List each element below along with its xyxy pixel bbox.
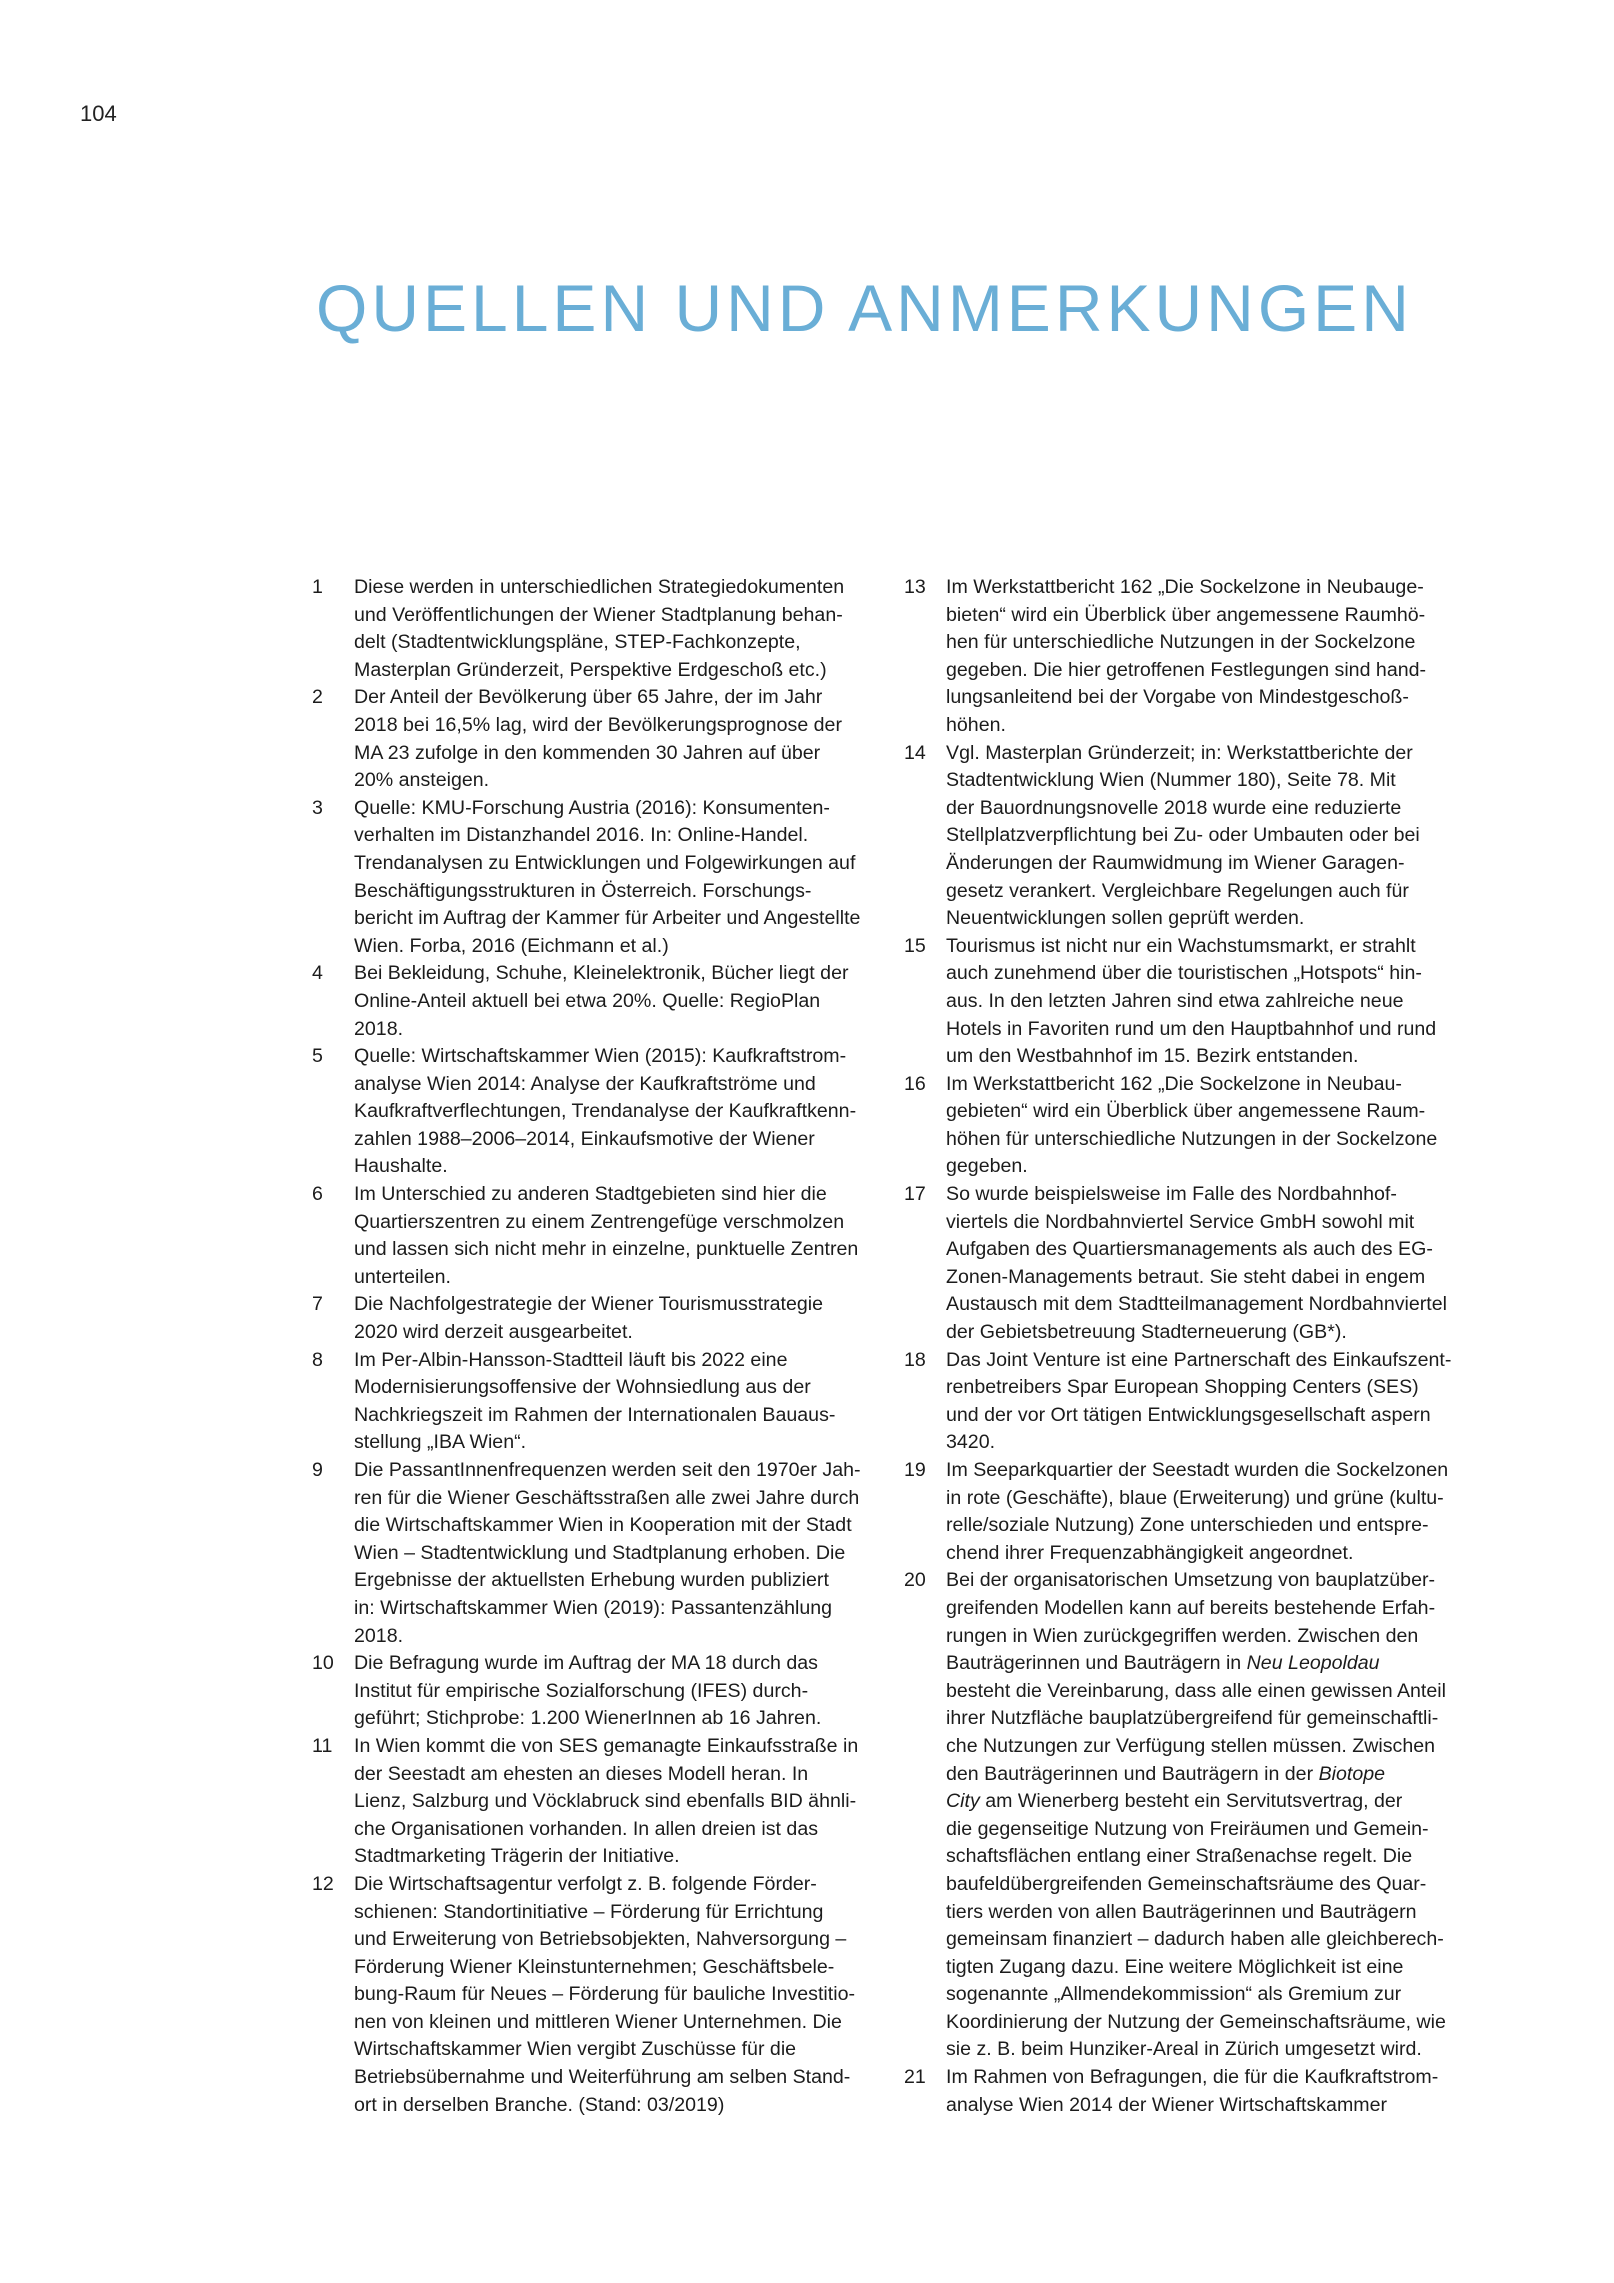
footnote-line: Betriebsübernahme und Weiterführung am selben Stand-	[354, 2066, 851, 2089]
footnote-line: Die Befragung wurde im Auftrag der MA 18 durch das	[354, 1652, 818, 1675]
footnote-11	[312, 1733, 859, 1871]
footnote-line: Neuentwicklungen sollen geprüft werden.	[946, 907, 1305, 930]
footnote-line: 20% ansteigen.	[354, 769, 490, 792]
footnote-number: 20	[904, 1569, 926, 1592]
footnote-number: 2	[312, 686, 323, 709]
footnote-number: 21	[904, 2066, 926, 2089]
footnote-15	[904, 933, 1448, 1071]
footnote-6	[312, 1181, 859, 1291]
footnote-line: sogenannte „Allmendekommission“ als Gremium zur	[946, 1983, 1402, 2006]
footnote-9	[312, 1457, 861, 1650]
footnote-line: Koordinierung der Nutzung der Gemeinschaftsräume, wie	[946, 2010, 1446, 2033]
footnote-number: 18	[904, 1348, 926, 1371]
footnote-line: tiers werden von allen Bauträgerinnen und Bauträgern	[946, 1900, 1417, 1923]
footnote-line: um den Westbahnhof im 15. Bezirk entstanden.	[946, 1045, 1359, 1068]
footnote-line: che Organisationen vorhanden. In allen dreien ist das	[354, 1817, 819, 1840]
footnote-text	[354, 1347, 856, 1457]
footnote-line: und lassen sich nicht mehr in einzelne, punktuelle Zentren	[354, 1238, 859, 1261]
footnote-line: analyse Wien 2014: Analyse der Kaufkraftströme und	[354, 1072, 816, 1095]
footnote-19	[904, 1457, 1448, 1567]
footnote-line: verhalten im Distanzhandel 2016. In: Online-Handel.	[354, 824, 809, 847]
footnote-number: 12	[312, 1872, 334, 1895]
footnote-line: chend ihrer Frequenzabhängigkeit angeordnet.	[946, 1541, 1354, 1564]
footnote-line: relle/soziale Nutzung) Zone unterschieden und entspre-	[946, 1514, 1429, 1537]
footnote-number: 6	[312, 1183, 323, 1206]
footnote-line: MA 23 zufolge in den kommenden 30 Jahren auf über	[354, 741, 821, 764]
footnote-line: Ergebnisse der aktuellsten Erhebung wurden publiziert	[354, 1569, 829, 1592]
footnote-10	[312, 1650, 856, 1733]
footnote-line: lungsanleitend bei der Vorgabe von Mindestgeschoß-	[946, 686, 1409, 709]
footnote-line: den Bauträgerinnen und Bauträgern in der Biotope	[946, 1762, 1386, 1785]
footnote-text	[946, 1457, 1448, 1567]
footnote-line: bericht im Auftrag der Kammer für Arbeiter und Angestellte	[354, 907, 861, 930]
footnote-line: tigten Zugang dazu. Eine weitere Möglichkeit ist eine	[946, 1955, 1404, 1978]
footnote-line: Der Anteil der Bevölkerung über 65 Jahre, der im Jahr	[354, 686, 823, 709]
footnote-line: che Nutzungen zur Verfügung stellen müssen. Zwischen	[946, 1734, 1436, 1757]
footnote-line: analyse Wien 2014 der Wiener Wirtschaftskammer	[946, 2093, 1388, 2116]
footnote-line: Lienz, Salzburg und Vöcklabruck sind ebenfalls BID ähnli-	[354, 1790, 857, 1813]
footnote-number: 17	[904, 1183, 926, 1206]
footnote-14	[904, 740, 1448, 933]
footnote-4	[312, 960, 856, 1043]
footnote-line: Änderungen der Raumwidmung im Wiener Garagen-	[946, 851, 1405, 874]
footnote-line: gegeben.	[946, 1155, 1028, 1178]
footnote-number: 4	[312, 962, 323, 985]
footnote-text	[354, 1291, 856, 1346]
footnote-line: Beschäftigungsstrukturen in Österreich. Forschungs-	[354, 879, 812, 902]
footnote-line: renbetreibers Spar European Shopping Centers (SES)	[946, 1376, 1419, 1399]
footnote-line: besteht die Vereinbarung, dass alle einen gewissen Anteil	[946, 1679, 1446, 1702]
footnote-line: Stellplatzverpflichtung bei Zu- oder Umbauten oder bei	[946, 824, 1420, 847]
footnote-line: die Wirtschaftskammer Wien in Kooperation mit der Stadt	[354, 1514, 852, 1537]
footnote-line: aus. In den letzten Jahren sind etwa zahlreiche neue	[946, 989, 1404, 1012]
footnote-line: Bei der organisatorischen Umsetzung von bauplatzüber-	[946, 1569, 1436, 1592]
footnote-line: Die PassantInnenfrequenzen werden seit den 1970er Jah-	[354, 1459, 861, 1481]
notes-column-right	[904, 574, 1452, 2119]
footnote-text	[354, 1733, 859, 1871]
footnote-text	[946, 574, 1448, 740]
footnote-text	[946, 1181, 1448, 1347]
footnote-text	[354, 1457, 861, 1650]
footnote-line: In Wien kommt die von SES gemanagte Einkaufsstraße in	[354, 1734, 859, 1757]
footnote-line	[946, 1788, 1448, 1816]
footnote-line: Die Wirtschaftsagentur verfolgt z. B. folgende Förder-	[354, 1872, 817, 1895]
footnote-text	[354, 1871, 856, 2119]
footnote-17	[904, 1181, 1448, 1347]
footnote-line: geführt; Stichprobe: 1.200 WienerInnen ab 16 Jahren.	[354, 1707, 822, 1730]
footnote-line: Das Joint Venture ist eine Partnerschaft des Einkaufszent-	[946, 1348, 1452, 1371]
footnote-line: Quartierszentren zu einem Zentrengefüge verschmolzen	[354, 1210, 845, 1233]
footnote-text	[354, 1181, 859, 1291]
footnote-line: stellung „IBA Wien“.	[354, 1431, 527, 1454]
footnote-18	[904, 1347, 1452, 1457]
footnote-line: gesetz verankert. Vergleichbare Regelungen auch für	[946, 879, 1409, 902]
footnote-line: Im Unterschied zu anderen Stadtgebieten sind hier die	[354, 1183, 827, 1206]
footnote-line: schienen: Standortinitiative – Förderung für Errichtung	[354, 1900, 824, 1923]
footnote-text	[946, 2064, 1448, 2119]
footnote-line: rungen in Wien zurückgegriffen werden. Zwischen den	[946, 1624, 1419, 1647]
footnote-line: Nachkriegszeit im Rahmen der Internationalen Bauaus-	[354, 1403, 836, 1426]
footnote-line: Im Werkstattbericht 162 „Die Sockelzone in Neubau-	[946, 1072, 1402, 1095]
footnote-line: Quelle: KMU-Forschung Austria (2016): Konsumenten-	[354, 796, 830, 819]
footnote-line: gemeinsam finanziert – dadurch haben alle gleichberech-	[946, 1928, 1444, 1951]
footnote-8	[312, 1347, 856, 1457]
footnote-line: und der vor Ort tätigen Entwicklungsgesellschaft aspern	[946, 1403, 1431, 1426]
footnote-line: Austausch mit dem Stadtteilmanagement Nordbahnviertel	[946, 1293, 1447, 1316]
footnote-line: der Bauordnungsnovelle 2018 wurde eine reduzierte	[946, 796, 1402, 819]
footnote-5	[312, 1043, 856, 1181]
italic-term: City	[946, 1790, 980, 1813]
footnote-text	[354, 960, 856, 1043]
footnote-number: 5	[312, 1045, 323, 1068]
footnote-line: nen von kleinen und mittleren Wiener Unternehmen. Die	[354, 2010, 842, 2033]
notes-column-left	[312, 574, 861, 2119]
footnote-16	[904, 1071, 1448, 1181]
footnote-line: Haushalte.	[354, 1155, 448, 1178]
footnote-line: Wien – Stadtentwicklung und Stadtplanung erhoben. Die	[354, 1541, 846, 1564]
footnote-text	[946, 1347, 1452, 1457]
footnote-12	[312, 1871, 856, 2119]
footnote-line: der Gebietsbetreuung Stadterneuerung (GB*).	[946, 1321, 1347, 1344]
footnote-line: und Erweiterung von Betriebsobjekten, Nahversorgung –	[354, 1928, 847, 1951]
footnote-line: höhen.	[946, 713, 1006, 736]
footnote-number: 15	[904, 934, 926, 957]
footnote-number: 13	[904, 576, 926, 598]
footnote-text	[354, 574, 856, 684]
footnote-line: Bei Bekleidung, Schuhe, Kleinelektronik, Bücher liegt der	[354, 962, 849, 985]
footnote-text	[354, 1650, 856, 1733]
page-number: 104	[80, 101, 117, 126]
footnote-13	[904, 574, 1448, 740]
footnote-3	[312, 795, 861, 961]
footnote-number: 8	[312, 1348, 323, 1371]
footnote-line: Stadtentwicklung Wien (Nummer 180), Seite 78. Mit	[946, 769, 1396, 792]
footnote-line: 2018.	[354, 1017, 404, 1040]
footnote-line: bieten“ wird ein Überblick über angemessene Raumhö-	[946, 603, 1426, 626]
footnote-line: sie z. B. beim Hunziker-Areal in Zürich umgesetzt wird.	[946, 2038, 1422, 2061]
footnote-line: Zonen-Managements betraut. Sie steht dabei in engem	[946, 1265, 1426, 1288]
footnote-text	[946, 933, 1448, 1071]
footnote-line: Online-Anteil aktuell bei etwa 20%. Quelle: RegioPlan	[354, 989, 821, 1012]
footnote-20	[904, 1567, 1448, 2064]
footnote-line: 2018.	[354, 1624, 404, 1647]
footnote-line: Die Nachfolgestrategie der Wiener Tourismusstrategie	[354, 1293, 824, 1316]
footnote-number: 11	[312, 1734, 333, 1757]
footnote-number: 10	[312, 1652, 334, 1675]
footnote-line: hen für unterschiedliche Nutzungen in der Sockelzone	[946, 631, 1416, 654]
footnote-text	[354, 795, 861, 961]
footnote-line: Diese werden in unterschiedlichen Strategiedokumenten	[354, 576, 845, 598]
footnote-2	[312, 684, 856, 794]
footnote-line: viertels die Nordbahnviertel Service GmbH sowohl mit	[946, 1210, 1415, 1233]
footnote-line: Im Seeparkquartier der Seestadt wurden die Sockelzonen	[946, 1459, 1449, 1481]
footnote-line: Quelle: Wirtschaftskammer Wien (2015): Kaufkraftstrom-	[354, 1045, 847, 1068]
footnote-line: delt (Stadtentwicklungspläne, STEP-Fachkonzepte,	[354, 631, 801, 654]
footnote-21	[904, 2064, 1448, 2119]
italic-term: Neu Leopoldau	[1246, 1652, 1380, 1675]
footnote-line: Institut für empirische Sozialforschung (IFES) durch-	[354, 1679, 809, 1702]
footnote-line-rest: am Wienerberg besteht ein Servitutsvertrag, der	[979, 1790, 1403, 1813]
footnote-line: gegeben. Die hier getroffenen Festlegungen sind hand-	[946, 658, 1427, 681]
footnote-line: greifenden Modellen kann auf bereits bestehende Erfah-	[946, 1596, 1436, 1619]
footnote-line: Im Rahmen von Befragungen, die für die Kaufkraftstrom-	[946, 2066, 1439, 2089]
footnote-line: Wirtschaftskammer Wien vergibt Zuschüsse für die	[354, 2038, 797, 2061]
footnote-line: in: Wirtschaftskammer Wien (2019): Passantenzählung	[354, 1596, 833, 1619]
footnote-number: 1	[312, 576, 323, 598]
footnote-line: Trendanalysen zu Entwicklungen und Folgewirkungen auf	[354, 851, 856, 874]
footnote-line: ihrer Nutzfläche bauplatzübergreifend für gemeinschaftli-	[946, 1707, 1439, 1730]
footnote-line: Hotels in Favoriten rund um den Hauptbahnhof und rund	[946, 1017, 1437, 1040]
footnote-1	[312, 574, 856, 684]
footnote-line: Vgl. Masterplan Gründerzeit; in: Werkstattberichte der	[946, 741, 1413, 764]
page-title: QUELLEN UND ANMERKUNGEN	[316, 271, 1413, 345]
footnote-line: Aufgaben des Quartiersmanagements als auch des EG-	[946, 1238, 1433, 1261]
footnote-text	[946, 1567, 1448, 2064]
footnote-text	[354, 684, 856, 794]
footnote-line: der Seestadt am ehesten an dieses Modell heran. In	[354, 1762, 809, 1785]
footnote-line: 2018 bei 16,5% lag, wird der Bevölkerungsprognose der	[354, 713, 842, 736]
footnote-number: 16	[904, 1072, 926, 1095]
footnote-line: Kaufkraftverflechtungen, Trendanalyse der Kaufkraftkenn-	[354, 1100, 857, 1123]
footnote-line: höhen für unterschiedliche Nutzungen in der Sockelzone	[946, 1127, 1438, 1150]
footnote-line: Stadtmarketing Trägerin der Initiative.	[354, 1845, 680, 1868]
footnote-number: 9	[312, 1459, 323, 1481]
footnote-line: baufeldübergreifenden Gemeinschaftsräume des Quar-	[946, 1872, 1427, 1895]
footnote-text	[354, 1043, 856, 1181]
footnote-line: 3420.	[946, 1431, 996, 1454]
footnote-line: schaftsflächen entlang einer Straßenachse regelt. Die	[946, 1845, 1413, 1868]
footnote-line: Bauträgerinnen und Bauträgern in Neu Leopoldau	[946, 1652, 1380, 1675]
footnote-line: die gegenseitige Nutzung von Freiräumen und Gemein-	[946, 1817, 1429, 1840]
footnote-number: 3	[312, 796, 323, 819]
footnote-line: Masterplan Gründerzeit, Perspektive Erdgeschoß etc.)	[354, 658, 827, 681]
footnote-line: unterteilen.	[354, 1265, 451, 1288]
italic-term: Biotope	[1318, 1762, 1386, 1785]
footnote-text	[946, 1071, 1448, 1181]
footnote-line: Modernisierungsoffensive der Wohnsiedlung aus der	[354, 1376, 811, 1399]
footnote-line: Im Werkstattbericht 162 „Die Sockelzone in Neubauge-	[946, 576, 1424, 598]
footnote-line: auch zunehmend über die touristischen „Hotspots“ hin-	[946, 962, 1422, 985]
footnote-line: So wurde beispielsweise im Falle des Nordbahnhof-	[946, 1183, 1397, 1206]
footnote-7	[312, 1291, 856, 1346]
footnote-line: Tourismus ist nicht nur ein Wachstumsmarkt, er strahlt	[946, 934, 1416, 957]
footnote-line: zahlen 1988–2006–2014, Einkaufsmotive der Wiener	[354, 1127, 815, 1150]
footnote-number: 19	[904, 1459, 926, 1481]
footnote-text	[946, 740, 1448, 933]
footnote-line: in rote (Geschäfte), blaue (Erweiterung) und grüne (kultu-	[946, 1486, 1444, 1509]
footnote-line: Wien. Forba, 2016 (Eichmann et al.)	[354, 934, 669, 957]
footnote-line: ort in derselben Branche. (Stand: 03/2019)	[354, 2093, 725, 2116]
footnote-line: 2020 wird derzeit ausgearbeitet.	[354, 1321, 633, 1344]
footnote-number: 7	[312, 1293, 323, 1316]
footnote-line: Förderung Wiener Kleinstunternehmen; Geschäftsbele-	[354, 1955, 835, 1978]
footnote-line: Im Per-Albin-Hansson-Stadtteil läuft bis 2022 eine	[354, 1348, 788, 1371]
footnote-line: und Veröffentlichungen der Wiener Stadtplanung behan-	[354, 603, 843, 626]
footnote-line: bung-Raum für Neues – Förderung für bauliche Investitio-	[354, 1983, 855, 2006]
footnote-number: 14	[904, 741, 926, 764]
footnote-line: gebieten“ wird ein Überblick über angemessene Raum-	[946, 1100, 1426, 1123]
footnote-line: ren für die Wiener Geschäftsstraßen alle zwei Jahre durch	[354, 1486, 860, 1509]
